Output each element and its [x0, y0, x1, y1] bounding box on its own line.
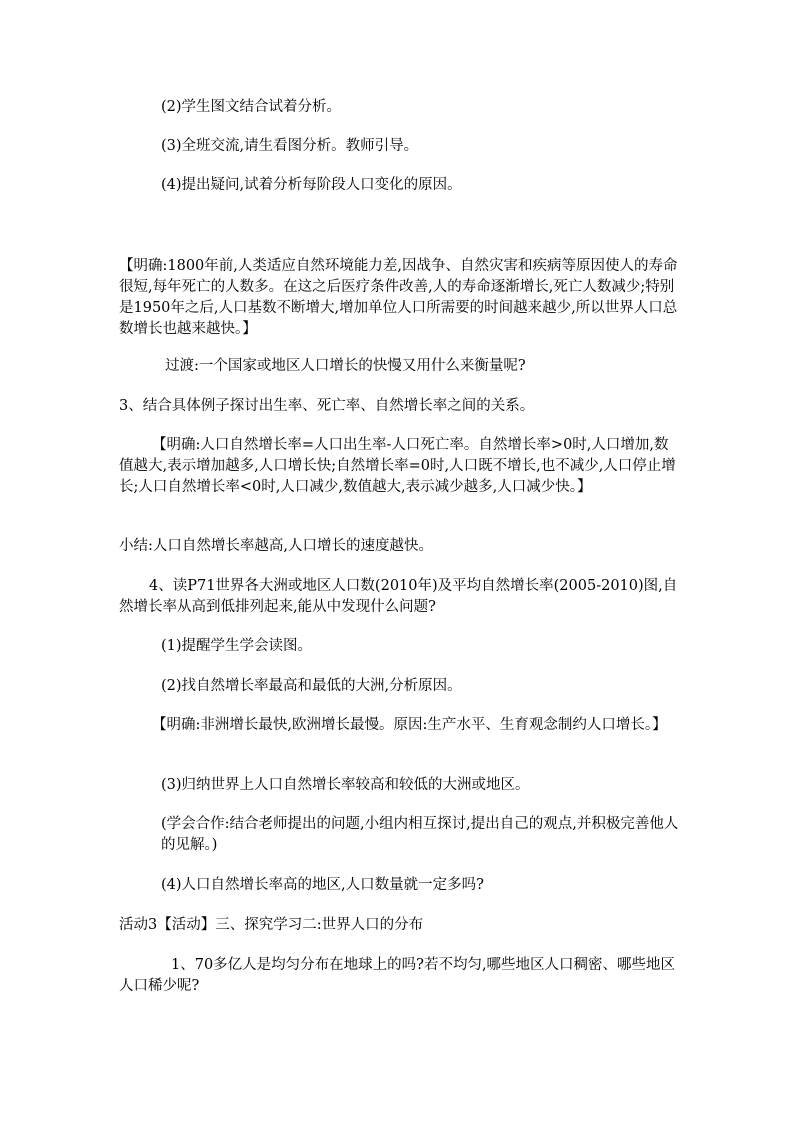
- paragraph-substep-4: (4)人口自然增长率高的地区,人口数量就一定多吗?: [161, 877, 484, 893]
- paragraph-section-4: 4、读P71世界各大洲或地区人口数(2010年)及平均自然增长率(2005-2010)图,自然增长率从高到低排列起来,能从中发现什么问题?: [119, 578, 678, 615]
- paragraph-clarification-history: 【明确:1800年前,人类适应自然环境能力差,因战争、自然灾害和疾病等原因使人的寿命很短,每年死亡的人数多。在这之后医疗条件改善,人的寿命逐渐增长,死亡人数减少;特别是1950年之后,人口基数不断增大,增加单位人口所需要的时间越来越少,所以世界人口总数增长也越来越快。】: [119, 258, 678, 337]
- paragraph-section-3: 3、结合具体例子探讨出生率、死亡率、自然增长率之间的关系。: [119, 398, 535, 414]
- paragraph-substep-3: (3)归纳世界上人口自然增长率较高和较低的大洲或地区。: [161, 777, 530, 793]
- paragraph-summary: 小结:人口自然增长率越高,人口增长的速度越快。: [119, 538, 433, 554]
- paragraph-transition: 过渡:一个国家或地区人口增长的快慢又用什么来衡量呢?: [165, 358, 526, 374]
- paragraph-cooperation-note: (学会合作:结合老师提出的问题,小组内相互探讨,提出自己的观点,并积极完善他人的见解。): [161, 816, 679, 853]
- paragraph-step-4: (4)提出疑问,试着分析每阶段人口变化的原因。: [161, 177, 462, 193]
- paragraph-clarification-continents: 【明确:非洲增长最快,欧洲增长最慢。原因:生产水平、生育观念制约人口增长。】: [152, 717, 667, 733]
- paragraph-step-2: (2)学生图文结合试着分析。: [161, 99, 342, 115]
- paragraph-substep-2: (2)找自然增长率最高和最低的大洲,分析原因。: [161, 678, 462, 694]
- paragraph-clarification-growth-rate: 【明确:人口自然增长率=人口出生率-人口死亡率。自然增长率>0时,人口增加,数值越大,表示增加越多,人口增长快;自然增长率=0时,人口既不增长,也不减少,人口停止增长;人口自然增长率<0时,人口减少,数值越大,表示减少越多,人口减少快。】: [119, 437, 676, 495]
- paragraph-step-3: (3)全班交流,请生看图分析。教师引导。: [161, 138, 419, 154]
- paragraph-distribution-question: 1、70多亿人是均匀分布在地球上的吗?若不均匀,哪些地区人口稠密、哪些地区人口稀少呢?: [119, 957, 676, 994]
- paragraph-activity-3-heading: 活动3【活动】三、探究学习二:世界人口的分布: [119, 917, 424, 933]
- paragraph-substep-1: (1)提醒学生学会读图。: [161, 638, 313, 654]
